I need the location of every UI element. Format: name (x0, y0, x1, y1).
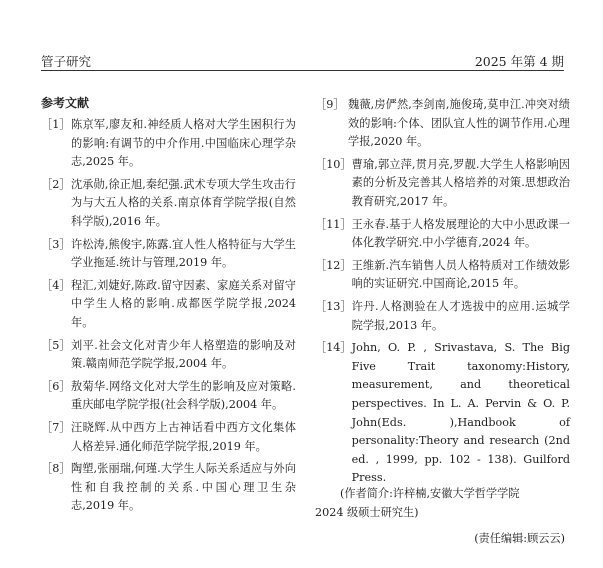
reference-item (41, 176, 296, 232)
reference-number: ［1］ (41, 118, 71, 131)
reference-number: ［9］ (315, 98, 345, 111)
author-bio-line: (作者简介:许梓楠,安徽大学哲学学院 (340, 487, 520, 500)
reference-number: ［5］ (41, 338, 71, 352)
reference-text: 魏薇,房俨然,李剑南,施俊琦,莫申江.冲突对绩效的影响:个体、团队宜人性的调节作用.心理学报,2020 年。 (348, 98, 570, 149)
page-header (41, 52, 564, 70)
reference-text: 陈京军,廖友和.神经质人格对大学生困积行为的影响:有调节的中介作用.中国临床心理学杂志,2025 年。 (71, 118, 296, 169)
reference-number: ［2］ (41, 177, 71, 191)
reference-item (315, 339, 570, 488)
references-right-column (315, 96, 570, 492)
reference-item (315, 96, 570, 152)
issue-number: 2025 年第 4 期 (474, 54, 564, 69)
reference-item (41, 378, 296, 415)
references-title: 参考文献 (41, 96, 90, 110)
reference-item (41, 419, 296, 456)
journal-name: 管子研究 (41, 54, 92, 69)
author-bio-line: 2024 级硕士研究生) (315, 505, 419, 519)
author-bio (315, 485, 565, 522)
reference-text: 许松涛,熊俊宇,陈露.宜人性人格特征与大学生学业拖延.统计与管理,2019 年。 (71, 237, 296, 270)
reference-text: 王维新.汽车销售人员人格特质对工作绩效影响的实证研究.中国商论,2015 年。 (351, 258, 570, 291)
reference-item (41, 236, 296, 273)
reference-item (315, 257, 570, 294)
reference-number: ［10］ (315, 157, 352, 171)
reference-number: ［3］ (41, 237, 71, 251)
reference-text: John, O. P. , Srivastava, S. The Big Five Trait taxonomy:History, measurement, and theoretical perspectives. In L. A. Pervin & O. P. John(Eds. ),Handbook of personality:Theory and research (2nd ed. , 1999, pp. 102 - 138). Guilford Press. (351, 341, 570, 485)
header-divider (41, 70, 564, 71)
reference-number: ［6］ (41, 379, 71, 393)
reference-item (315, 156, 570, 212)
references-left-column (41, 95, 296, 520)
reference-text: 王永春.基于人格发展理论的大中小思政课一体化教学研究.中小学德育,2024 年。 (351, 217, 570, 250)
reference-text: 许丹.人格测验在人才选拔中的应用.运城学院学报,2013 年。 (351, 299, 570, 332)
reference-text: 汪晓辉.从中西方上古神话看中西方文化集体人格差异.通化师范学院学报,2019 年。 (71, 420, 296, 453)
reference-item (315, 216, 570, 253)
reference-text: 沈承勋,徐正旭,秦纪强.武术专项大学生攻击行为与大五人格的关系.南京体育学院学报(自然科学版),2016 年。 (71, 177, 296, 228)
reference-item (41, 337, 296, 374)
reference-number: ［8］ (41, 462, 71, 476)
reference-number: ［14］ (315, 341, 352, 355)
reference-text: 程汇,刘婕好,陈政.留守因素、家庭关系对留守中学生人格的影响.成都医学院学报,2024 年。 (71, 278, 296, 329)
reference-item (41, 116, 296, 172)
reference-number: ［4］ (41, 278, 71, 292)
reference-number: ［12］ (315, 258, 352, 272)
reference-number: ［11］ (315, 217, 352, 231)
reference-text: 陶塑,张丽瑞,何瑾.大学生人际关系适应与外向性和自我控制的关系.中国心理卫生杂志,2019 年。 (71, 462, 296, 513)
reference-item (41, 277, 296, 333)
reference-text: 刘平.社会文化对青少年人格塑造的影响及对策.赣南师范学院学报,2004 年。 (71, 338, 296, 371)
reference-number: ［13］ (315, 299, 352, 313)
reference-number: ［7］ (41, 420, 71, 434)
responsible-editor: (责任编辑:顾云云) (474, 532, 565, 545)
reference-text: 敖菊华.网络文化对大学生的影响及应对策略.重庆邮电学院学报(社会科学版),2004 年。 (71, 379, 296, 412)
reference-text: 曹瑜,郭立萍,贯月亮,罗靓.大学生人格影响因素的分析及完善其人格培养的对策.思想政治教育研究,2017 年。 (351, 157, 570, 208)
reference-item (41, 460, 296, 516)
reference-item (315, 298, 570, 335)
